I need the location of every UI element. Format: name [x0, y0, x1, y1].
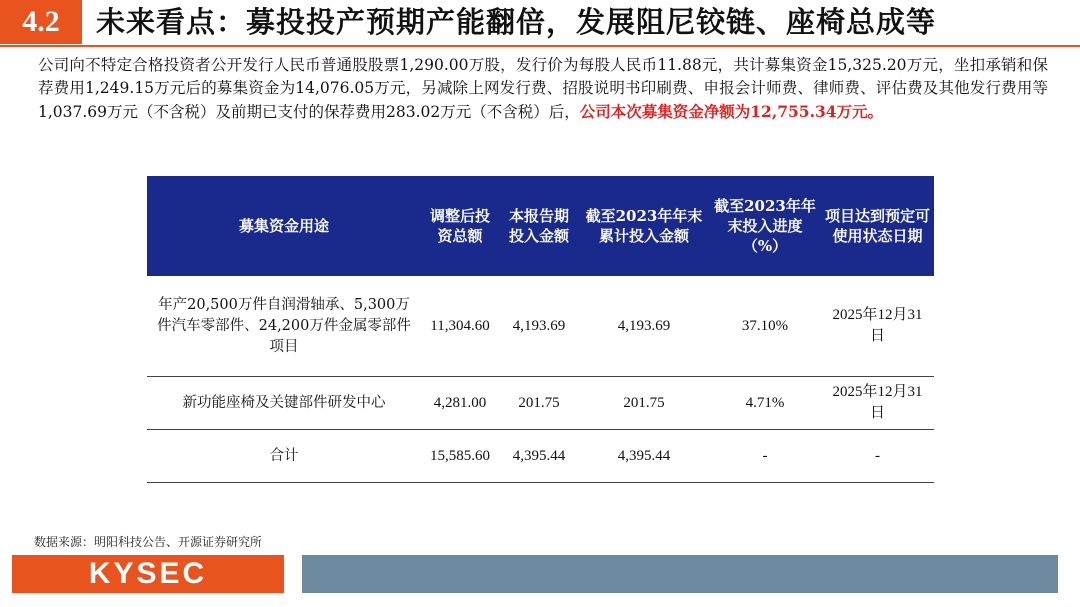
col-header-progress: 截至2023年年末投入进度（%）: [709, 176, 821, 276]
cell-adjusted-total: 11,304.60: [421, 276, 499, 377]
cell-adjusted-total: 4,281.00: [421, 377, 499, 430]
cell-period-input: 4,395.44: [499, 430, 579, 483]
table-row-total: [147, 430, 934, 483]
footer-bar: [302, 555, 1058, 593]
cell-ready-date: -: [821, 430, 934, 483]
slide-header: [0, 0, 1080, 44]
header-divider: [0, 45, 1080, 47]
intro-highlight: 公司本次募集资金净额为12,755.34万元。: [579, 102, 884, 121]
cell-purpose: 新功能座椅及关键部件研发中心: [147, 377, 421, 430]
cell-adjusted-total: 15,585.60: [421, 430, 499, 483]
cell-purpose: 合计: [147, 430, 421, 483]
cell-ready-date: 2025年12月31日: [821, 377, 934, 430]
slide-title: 未来看点：募投投产预期产能翻倍，发展阻尼铰链、座椅总成等: [96, 5, 937, 39]
table-header-row: [147, 176, 934, 276]
cell-purpose: 年产20,500万件自润滑轴承、5,300万件汽车零部件、24,200万件金属零部件项目: [147, 276, 421, 377]
section-number: 4.2: [0, 0, 82, 44]
col-header-purpose: 募集资金用途: [147, 176, 421, 276]
fund-usage-table: [147, 176, 934, 483]
cell-ready-date: 2025年12月31日: [821, 276, 934, 377]
cell-period-input: 201.75: [499, 377, 579, 430]
cell-progress: 4.71%: [709, 377, 821, 430]
intro-text: 公司向不特定合格投资者公开发行人民币普通股股票1,290.00万股，发行价为每股人民币11.88元，共计募集资金15,325.20万元，坐扣承销和保荐费用1,249.15万元后的募集资金为14,076.05万元，另减除上网发行费、招股说明书印刷费、申报会计师费、律师费、评估费及其他发行费用等1,037.69万元（不含税）及前期已支付的保荐费用283.02万元（不含税）后，: [38, 56, 1048, 121]
col-header-adjusted-total: 调整后投资总额: [421, 176, 499, 276]
kysec-logo: KYSEC: [12, 555, 284, 593]
cell-cumulative-input: 4,193.69: [579, 276, 709, 377]
cell-progress: 37.10%: [709, 276, 821, 377]
table-row: [147, 377, 934, 430]
cell-period-input: 4,193.69: [499, 276, 579, 377]
cell-progress: -: [709, 430, 821, 483]
data-source-note: 数据来源：明阳科技公告、开源证券研究所: [34, 535, 263, 549]
intro-paragraph: [38, 54, 1048, 124]
col-header-period-input: 本报告期投入金额: [499, 176, 579, 276]
col-header-cumulative-input: 截至2023年年末累计投入金额: [579, 176, 709, 276]
col-header-ready-date: 项目达到预定可使用状态日期: [821, 176, 934, 276]
table-row: [147, 276, 934, 377]
cell-cumulative-input: 201.75: [579, 377, 709, 430]
cell-cumulative-input: 4,395.44: [579, 430, 709, 483]
